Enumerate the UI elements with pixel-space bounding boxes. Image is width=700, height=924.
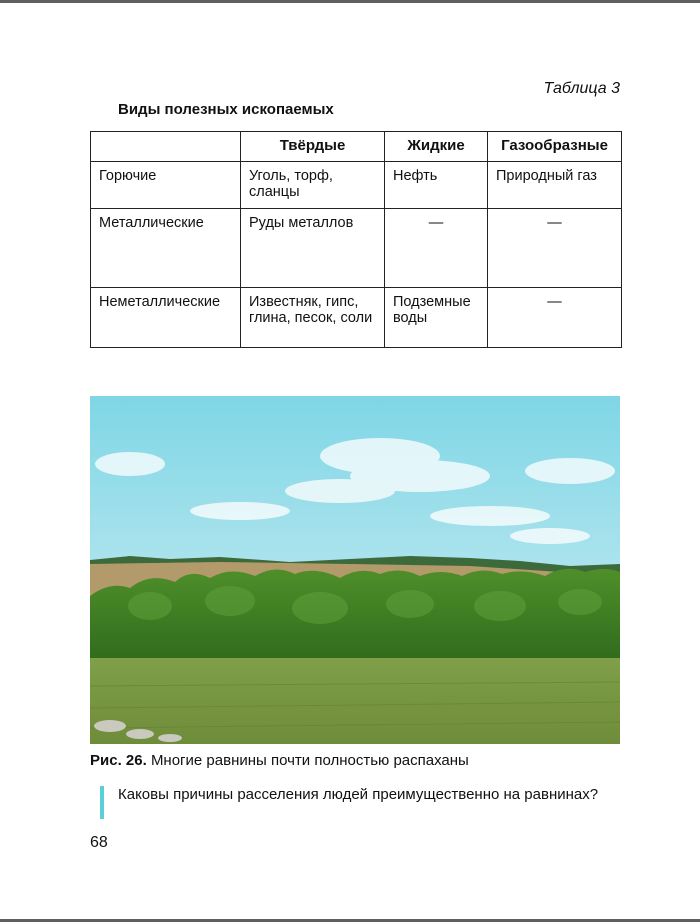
- cell-gas: Природный газ: [488, 162, 622, 209]
- table-row: [91, 162, 622, 209]
- header-liquid: Жидкие: [385, 132, 488, 162]
- plains-photo: [90, 396, 620, 744]
- cell-liquid: Подземные воды: [385, 288, 488, 348]
- figure-number: Рис. 26.: [90, 752, 147, 769]
- cell-liquid: Нефть: [385, 162, 488, 209]
- cell-category: Горючие: [91, 162, 241, 209]
- bottom-rule: [0, 919, 700, 922]
- figure-caption-text: Многие равнины почти полностью распаханы: [150, 752, 469, 769]
- cell-liquid: —: [385, 209, 488, 288]
- question-accent-bar: [100, 786, 104, 819]
- cell-gas: —: [488, 209, 622, 288]
- question-text: Каковы причины расселения людей преимущественно на равнинах?: [118, 786, 599, 803]
- table-label: Таблица 3: [543, 80, 620, 97]
- table-row: [91, 288, 622, 348]
- cell-solid: Известняк, гипс, глина, песок, соли: [241, 288, 385, 348]
- minerals-table: [90, 131, 622, 348]
- table-header-row: [91, 132, 622, 162]
- table-title: Виды полезных ископаемых: [118, 101, 334, 118]
- cell-gas: —: [488, 288, 622, 348]
- top-rule: [0, 0, 700, 3]
- figure-caption: [90, 752, 469, 769]
- header-empty: [91, 132, 241, 162]
- page-number: 68: [90, 834, 108, 851]
- cell-solid: Уголь, торф, сланцы: [241, 162, 385, 209]
- cell-solid: Руды металлов: [241, 209, 385, 288]
- header-solid: Твёрдые: [241, 132, 385, 162]
- table-row: [91, 209, 622, 288]
- header-gas: Газообразные: [488, 132, 622, 162]
- cell-category: Неметаллические: [91, 288, 241, 348]
- cell-category: Металлические: [91, 209, 241, 288]
